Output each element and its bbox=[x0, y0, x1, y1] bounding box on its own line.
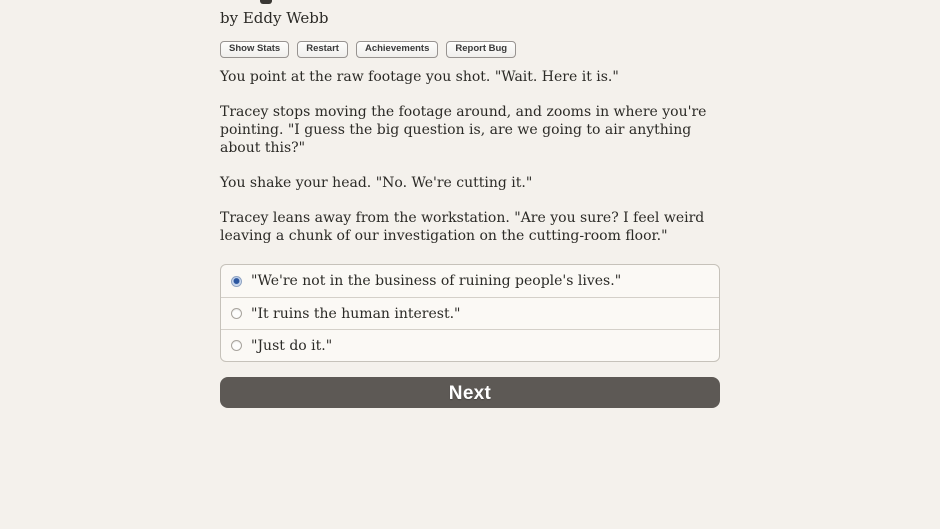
story-column bbox=[220, 0, 720, 408]
choice-list bbox=[220, 264, 720, 362]
choice-label: "We're not in the business of ruining people's lives." bbox=[251, 273, 622, 289]
show-stats-button[interactable]: Show Stats bbox=[220, 41, 289, 58]
game-toolbar bbox=[220, 41, 720, 56]
restart-button[interactable]: Restart bbox=[297, 41, 348, 58]
radio-button-icon[interactable] bbox=[231, 308, 242, 319]
choice-label: "Just do it." bbox=[251, 337, 333, 354]
story-paragraph: Tracey leans away from the workstation. "Are you sure? I feel weird leaving a chunk of our investigation on the cutting-room floor." bbox=[220, 210, 705, 244]
choice-option-2[interactable] bbox=[221, 297, 719, 329]
radio-button-icon[interactable] bbox=[231, 276, 242, 287]
choice-option-3[interactable] bbox=[221, 329, 719, 361]
story-text bbox=[220, 68, 720, 245]
next-button[interactable]: Next bbox=[220, 377, 720, 408]
author-byline: by Eddy Webb bbox=[220, 9, 329, 27]
report-bug-button[interactable]: Report Bug bbox=[446, 41, 516, 58]
achievements-button[interactable]: Achievements bbox=[356, 41, 438, 58]
story-paragraph: You shake your head. "No. We're cutting it." bbox=[220, 175, 533, 191]
story-paragraph: Tracey stops moving the footage around, and zooms in where you're pointing. "I guess the big question is, are we going to air anything about this?" bbox=[220, 104, 707, 156]
story-paragraph: You point at the raw footage you shot. "Wait. Here it is." bbox=[220, 69, 619, 85]
choice-label: "It ruins the human interest." bbox=[251, 305, 461, 322]
choice-option-1[interactable] bbox=[221, 265, 719, 297]
radio-button-icon[interactable] bbox=[231, 340, 242, 351]
